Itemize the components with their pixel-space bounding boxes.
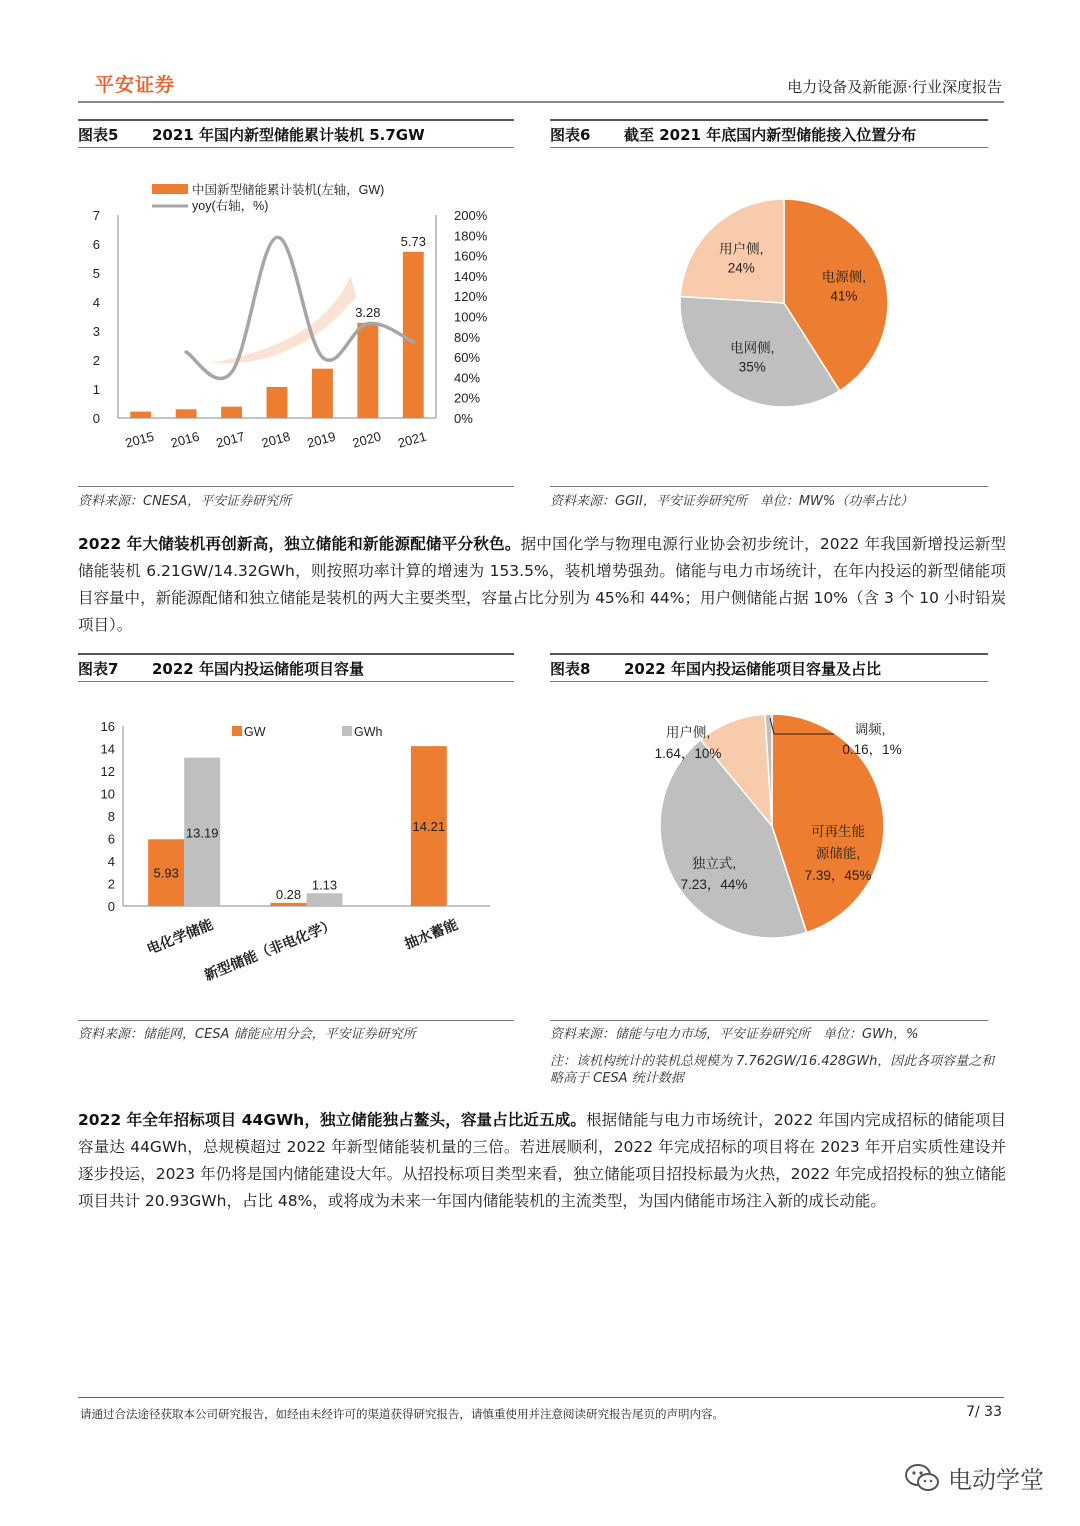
fig7-y-tick: 4 xyxy=(107,854,115,869)
legend-label-gw: GW xyxy=(244,725,266,739)
paragraph-1-lead: 2022 年大储装机再创新高，独立储能和新能源配储平分秋色。 xyxy=(78,535,521,553)
fig5-x-tick: 2015 xyxy=(123,428,156,451)
fig5-left-tick: 4 xyxy=(92,295,100,310)
fig5-title xyxy=(78,124,425,145)
fig7-chart xyxy=(78,700,514,1018)
watermark-text: 电动学堂 xyxy=(948,1466,1044,1494)
legend-swatch-installed xyxy=(152,184,188,194)
watermark xyxy=(904,1460,1044,1495)
fig7-x-tick: 电化学储能 xyxy=(144,915,216,958)
fig5-x-tick: 2018 xyxy=(259,428,292,451)
fig7-y-tick: 8 xyxy=(107,809,115,824)
fig7-y-tick: 6 xyxy=(107,831,115,847)
legend-label-installed: 中国新型储能累计装机(左轴，GW) xyxy=(192,183,385,197)
fig5-chart xyxy=(78,170,514,485)
fig6-bottom-rule xyxy=(550,486,988,487)
fig7-y-tick: 14 xyxy=(100,741,115,757)
fig5-left-tick: 2 xyxy=(92,353,100,368)
bar-installed xyxy=(403,252,424,418)
fig8-title xyxy=(550,658,881,679)
pie-slice-name: 用户侧, xyxy=(665,725,711,740)
fig5-right-tick: 80% xyxy=(454,329,481,345)
fig6-chart xyxy=(550,170,988,485)
bar-value-label: 5.73 xyxy=(400,233,426,249)
fig5-left-tick: 6 xyxy=(92,237,100,252)
fig5-right-tick: 140% xyxy=(454,268,488,284)
bar-value-label: 3.28 xyxy=(355,304,381,320)
footer-disclaimer: 请通过合法途径获取本公司研究报告，如经由未经许可的渠道获得研究报告，请慎重使用并注意阅读研究报告尾页的声明内容。 xyxy=(80,1407,724,1421)
fig5-source: 资料来源：CNESA，平安证券研究所 xyxy=(78,494,292,509)
fig5-x-tick: 2016 xyxy=(169,428,201,451)
fig6-source: 资料来源：GGII，平安证券研究所 单位：MW%（功率占比） xyxy=(550,494,914,509)
pie-slice-value: 24% xyxy=(727,260,755,276)
fig7-label: 图表7 xyxy=(78,660,119,678)
bar-value-label: 13.19 xyxy=(185,825,219,841)
bar-value-label: 5.93 xyxy=(153,865,179,881)
footer-rule xyxy=(78,1397,1004,1398)
fig5-left-tick: 3 xyxy=(92,324,100,339)
fig5-x-tick: 2020 xyxy=(350,428,383,451)
bar-gw xyxy=(271,903,307,906)
fig5-left-tick: 1 xyxy=(92,382,100,397)
pie-slice-name: 调频, xyxy=(854,722,886,737)
fig7-y-tick: 0 xyxy=(107,899,115,914)
fig6-title-text: 截至 2021 年底国内新型储能接入位置分布 xyxy=(624,126,917,144)
pie-slice-name: 独立式, xyxy=(691,856,737,871)
fig8-top-rule xyxy=(550,653,988,655)
fig6-title-rule xyxy=(550,147,988,148)
header-rule xyxy=(78,101,1004,103)
fig7-bottom-rule xyxy=(78,1020,514,1021)
fig5-x-tick: 2017 xyxy=(214,428,247,451)
fig5-right-tick: 180% xyxy=(454,228,488,244)
fig7-title xyxy=(78,658,364,679)
fig6-top-rule xyxy=(550,119,988,121)
legend-label-yoy: yoy(右轴，%) xyxy=(192,199,269,213)
paragraph-1 xyxy=(78,531,1006,639)
fig5-x-tick: 2019 xyxy=(305,428,338,451)
bar-installed xyxy=(176,409,197,418)
brand-logo: 平安证券 xyxy=(95,74,176,96)
cagr-band xyxy=(212,276,357,363)
pie-slice-name: 电网侧, xyxy=(730,340,775,356)
fig8-label: 图表8 xyxy=(550,660,591,678)
paragraph-2-lead: 2022 年全年招标项目 44GWh，独立储能独占鳌头，容量占比近五成。 xyxy=(78,1111,587,1129)
pie-slice-name: 用户侧, xyxy=(719,241,764,257)
fig5-left-tick: 5 xyxy=(92,266,100,281)
bar-installed xyxy=(357,323,378,418)
fig6-title xyxy=(550,124,916,145)
fig5-right-tick: 120% xyxy=(454,289,488,305)
fig5-left-tick: 0 xyxy=(92,411,100,426)
fig7-y-tick: 2 xyxy=(107,876,115,892)
fig8-title-text: 2022 年国内投运储能项目容量及占比 xyxy=(624,660,881,678)
bar-installed xyxy=(221,407,242,418)
bar-installed xyxy=(130,412,151,418)
bar-value-label: 1.13 xyxy=(311,877,338,893)
fig5-title-rule xyxy=(78,147,514,148)
fig7-title-rule xyxy=(78,681,514,682)
fig5-left-tick: 7 xyxy=(92,208,100,223)
fig5-right-tick: 0% xyxy=(454,411,473,426)
bar-gwh xyxy=(307,893,343,906)
pie-slice-value: 7.23，44% xyxy=(680,877,748,892)
fig7-title-text: 2022 年国内投运储能项目容量 xyxy=(152,660,364,678)
fig6-label: 图表6 xyxy=(550,126,591,144)
pie-slice-name: 电源侧, xyxy=(821,269,867,285)
fig5-label: 图表5 xyxy=(78,126,119,144)
bar-installed xyxy=(312,369,333,418)
fig7-y-tick: 16 xyxy=(100,719,115,734)
wechat-icon xyxy=(904,1463,940,1493)
pie-slice-value: 41% xyxy=(830,288,858,304)
fig8-note: 注：该机构统计的装机总规模为 7.762GW/16.428GWh，因此各项容量之和略高于 CESA 统计数据 xyxy=(550,1054,995,1086)
paragraph-2-body: 根据储能与电力市场统计，2022 年国内完成招标的储能项目容量达 44GWh，总规模超过 2022 年新型储能装机量的三倍。若进展顺利，2022 年完成招标的项目将在 2023 年开启实质性建设并逐步投运，2023 年仍将是国内储能建设大年。从招投标项目类型来看，独立储能项目招投标最为火热，2022 年完成招投标的独立储能项目共计 20.93GWh，占比 48%，或将成为未来一年国内储能装机的主流类型，为国内储能市场注入新的成长动能。 xyxy=(78,1111,1006,1210)
fig8-source: 资料来源：储能与电力市场，平安证券研究所 单位：GWh，% xyxy=(550,1027,919,1042)
fig5-right-tick: 160% xyxy=(454,248,488,264)
fig8-chart xyxy=(550,700,988,1018)
fig8-title-rule xyxy=(550,681,988,682)
pie-slice-name: 可再生能 xyxy=(811,824,865,839)
fig7-top-rule xyxy=(78,653,514,655)
fig5-right-tick: 100% xyxy=(454,309,488,325)
bar-value-label: 0.28 xyxy=(275,886,302,902)
fig5-top-rule xyxy=(78,119,514,121)
fig8-bottom-rule xyxy=(550,1020,988,1021)
fig5-bottom-rule xyxy=(78,486,514,487)
pie-slice-value: 0.16，1% xyxy=(842,742,902,757)
pie-slice-value: 7.39，45% xyxy=(804,868,872,883)
fig5-x-tick: 2021 xyxy=(396,428,429,451)
fig5-right-tick: 20% xyxy=(454,390,481,406)
fig5-title-text: 2021 年国内新型储能累计装机 5.7GW xyxy=(152,126,425,144)
page-number: 7/ 33 xyxy=(966,1404,1002,1420)
fig5-right-tick: 60% xyxy=(454,350,481,366)
fig7-x-tick: 抽水蓄能 xyxy=(402,915,460,952)
pie-slice-value: 35% xyxy=(738,359,766,375)
legend-swatch-gw xyxy=(232,726,242,736)
legend-swatch-gwh xyxy=(342,726,352,736)
fig7-y-tick: 10 xyxy=(100,786,115,802)
fig7-source: 资料来源：储能网，CESA 储能应用分会，平安证券研究所 xyxy=(78,1027,416,1042)
fig5-right-tick: 200% xyxy=(454,208,488,223)
running-title: 电力设备及新能源·行业深度报告 xyxy=(787,78,1002,96)
pie-slice-name: 源储能, xyxy=(815,846,861,861)
fig7-x-tick: 新型储能（非电化学） xyxy=(201,915,338,984)
paragraph-2 xyxy=(78,1107,1006,1215)
bar-installed xyxy=(267,387,288,418)
pie-slice-value: 1.64，10% xyxy=(654,746,722,761)
legend-label-gwh: GWh xyxy=(354,725,383,739)
fig7-y-tick: 12 xyxy=(100,764,115,779)
bar-value-label: 14.21 xyxy=(412,819,446,835)
paragraph-1-body: 据中国化学与物理电源行业协会初步统计，2022 年我国新增投运新型储能装机 6.21GW/14.32GWh，则按照功率计算的增速为 153.5%，装机增势强劲。储能与电力市场统计，在年内投运的新型储能项目容量中，新能源配储和独立储能是装机的两大主要类型，容量占比分别为 45%和 44%；用户侧储能占据 10%（含 3 个 10 小时铅炭项目）。 xyxy=(78,535,1006,634)
fig5-right-tick: 40% xyxy=(454,370,481,386)
